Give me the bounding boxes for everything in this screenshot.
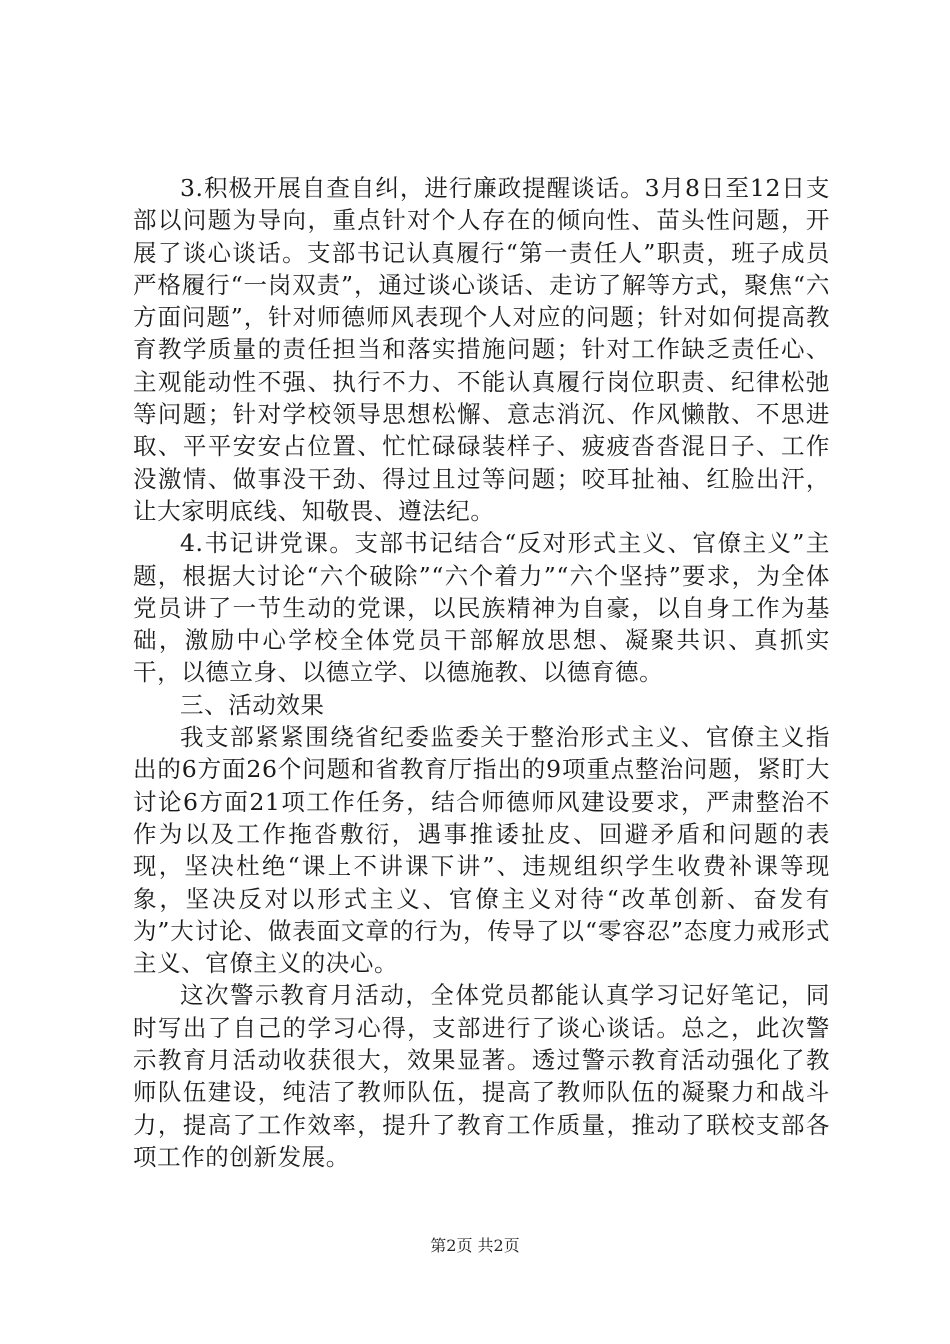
page-footer: 第2页 共2页 xyxy=(430,1236,520,1255)
paragraph-results-rectification: 我支部紧紧围绕省纪委监委关于整治形式主义、官僚主义指出的6方面26个问题和省教育厅指出的9项重点整治问题，紧盯大讨论6方面21项工作任务，结合师德师风建设要求，严肃整治不作为以及工作拖沓敷衍，遇事推诿扯皮、回避矛盾和问题的表现，坚决杜绝“课上不讲课下讲”、违规组织学生收费补课等现象，坚决反对以形式主义、官僚主义对待“改革创新、奋发有为”大讨论、做表面文章的行为，传导了以“零容忍”态度力戒形式主义、官僚主义的决心。 xyxy=(133,723,830,978)
document-body xyxy=(133,172,830,1173)
paragraph-self-inspection: 3.积极开展自查自纠，进行廉政提醒谈话。3月8日至12日支部以问题为导向，重点针对个人存在的倾向性、苗头性问题，开展了谈心谈话。支部书记认真履行“第一责任人”职责，班子成员严格履行“一岗双责”，通过谈心谈话、走访了解等方式，聚焦“六方面问题”，针对师德师风表现个人对应的问题；针对如何提高教育教学质量的责任担当和落实措施问题；针对工作缺乏责任心、主观能动性不强、执行不力、不能认真履行岗位职责、纪律松弛等问题；针对学校领导思想松懈、意志消沉、作风懒散、不思进取、平平安安占位置、忙忙碌碌装样子、疲疲沓沓混日子、工作没激情、做事没干劲、得过且过等问题；咬耳扯袖、红脸出汗，让大家明底线、知敬畏、遵法纪。 xyxy=(133,174,830,525)
paragraph-results-summary: 这次警示教育月活动，全体党员都能认真学习记好笔记，同时写出了自己的学习心得，支部进行了谈心谈话。总之，此次警示教育月活动收获很大，效果显著。透过警示教育活动强化了教师队伍建设，纯洁了教师队伍，提高了教师队伍的凝聚力和战斗力，提高了工作效率，提升了教育工作质量，推动了联校支部各项工作的创新发展。 xyxy=(133,981,830,1171)
section-heading-results: 三、活动效果 xyxy=(180,690,325,719)
paragraph-party-lecture: 4.书记讲党课。支部书记结合“反对形式主义、官僚主义”主题，根据大讨论“六个破除”“六个着力”“六个坚持”要求，为全体党员讲了一节生动的党课，以民族精神为自豪，以自身工作为基础，激励中心学校全体党员干部解放思想、凝聚共识、真抓实干，以德立身、以德立学、以德施教、以德育德。 xyxy=(133,529,830,687)
